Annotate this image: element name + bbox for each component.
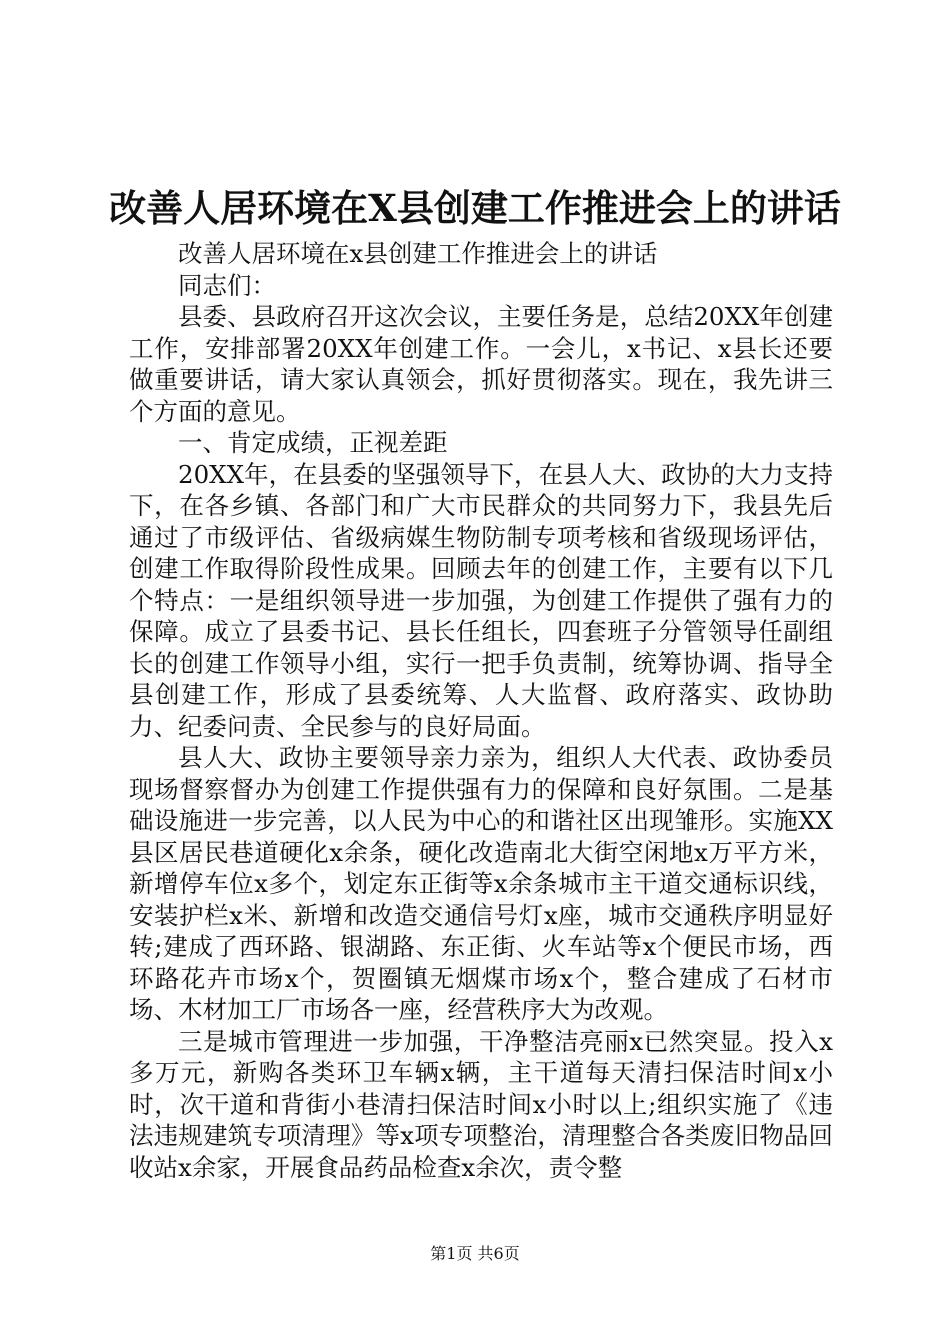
paragraph-achievements: 20XX年，在县委的坚强领导下，在县人大、政协的大力支持下，在各乡镇、各部门和广大市民群众的共同努力下，我县先后通过了市级评估、省级病媒生物防制专项考核和省级现场评估，创建工作取得阶段性成果。回顾去年的创建工作，主要有以下几个特点：一是组织领导进一步加强，为创建工作提供了强有力的保障。成立了县委书记、县长任组长，四套班子分管领导任副组长的创建工作领导小组，实行一把手负责制，统筹协调、指导全县创建工作，形成了县委统筹、人大监督、政府落实、政协助力、纪委问责、全民参与的良好局面。 — [129, 459, 833, 741]
paragraph-infrastructure: 县人大、政协主要领导亲力亲为，组织人大代表、政协委员现场督察督办为创建工作提供强有力的保障和良好氛围。二是基础设施进一步完善，以人民为中心的和谐社区出现雏形。实施XX县区居民巷道硬化x余条，硬化改造南北大街空闲地x万平方米，新增停车位x多个，划定东正街等x余条城市主干道交通标识线，安装护栏x米、新增和改造交通信号灯x座，城市交通秩序明显好转;建成了西环路、银湖路、东正街、火车站等x个便民市场，西环路花卉市场x个，贺圈镇无烟煤市场x个，整合建成了石材市场、木材加工厂市场各一座，经营秩序大为改观。 — [129, 743, 833, 1024]
document-body — [129, 238, 833, 1183]
document-title: 改善人居环境在X县创建工作推进会上的讲话 — [109, 186, 841, 230]
page-footer: 第1页 共6页 — [430, 1244, 520, 1263]
paragraph-subtitle: 改善人居环境在x县创建工作推进会上的讲话 — [178, 239, 658, 268]
paragraph-intro: 县委、县政府召开这次会议，主要任务是，总结20XX年创建工作，安排部署20XX年创建工作。一会儿，x书记、x县长还要做重要讲话，请大家认真领会，抓好贯彻落实。现在，我先讲三个方面的意见。 — [129, 302, 833, 426]
paragraph-salutation: 同志们： — [178, 270, 276, 300]
section-heading-1: 一、肯定成绩，正视差距 — [178, 428, 448, 457]
paragraph-city-management: 三是城市管理进一步加强，干净整洁亮丽x已然突显。投入x多万元，新购各类环卫车辆x辆，主干道每天清扫保洁时间x小时，次干道和背街小巷清扫保洁时间x小时以上;组织实施了《违法违规建筑专项清理》等x项专项整治，清理整合各类废旧物品回收站x余家，开展食品药品检查x余次，责令整 — [129, 1026, 833, 1182]
